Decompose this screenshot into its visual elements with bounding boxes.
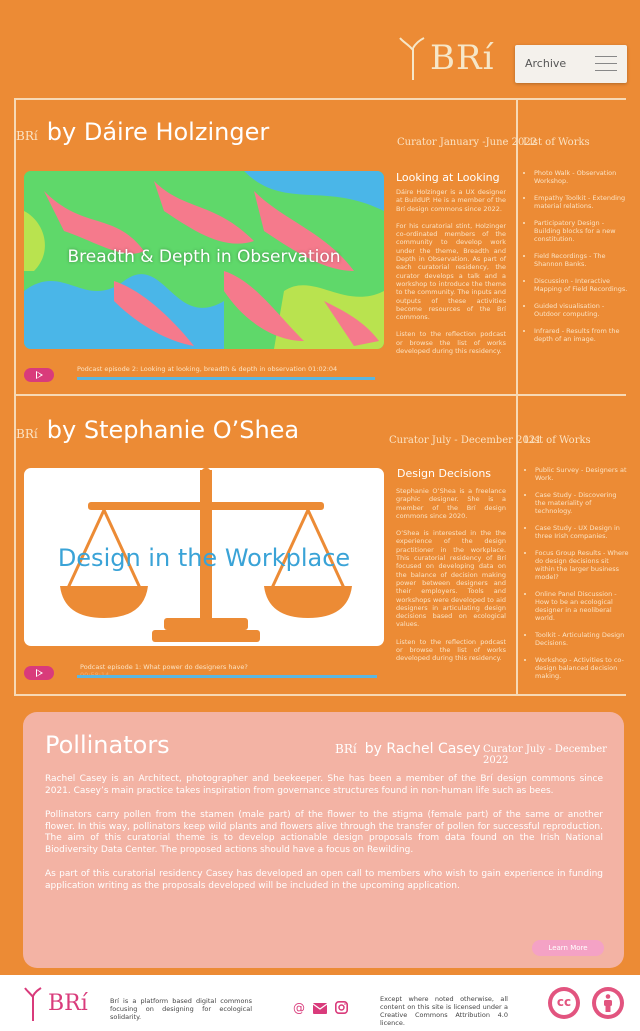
list-of-works-title: List of Works	[523, 137, 590, 148]
description-title: Looking at Looking	[396, 171, 500, 184]
work-item[interactable]: • Empathy Toolkit - Extending material relations.	[534, 194, 628, 210]
work-item[interactable]: • Toolkit - Articulating Design Decisions.	[535, 631, 629, 647]
work-item[interactable]: • Public Survey - Designers at Work.	[535, 466, 629, 482]
curator-dates: Curator July - December 2022	[483, 744, 607, 766]
curator-description	[396, 188, 506, 364]
footer-about: Brí is a platform based digital commons focusing on designing for ecological solidarity.	[110, 997, 252, 1021]
work-item[interactable]: • Case Study - Discovering the materiality of technology.	[535, 491, 629, 515]
archive-menu-button[interactable]	[515, 45, 627, 83]
theme-image[interactable]	[24, 468, 384, 646]
work-item[interactable]: • Photo Walk - Observation Workshop.	[534, 169, 628, 185]
theme-image-title: Breadth & Depth in Observation	[67, 247, 341, 267]
podcast-title: Podcast episode 1: What power do designers have?	[80, 663, 248, 671]
description-paragraph: O’Shea is interested in the the experience of the design practitioner in the workplace. This curatorial residency of Brí focused on developing data on the balance of decision making power between designers and their employers. Tools and workshops were developed to aid designers in articulating design decisions based on ecological values.	[396, 529, 506, 629]
divider	[14, 98, 16, 694]
pollinators-title: Pollinators	[45, 731, 170, 759]
hamburger-icon	[595, 56, 617, 77]
logo-text: BRí	[48, 991, 88, 1016]
person-icon	[601, 994, 615, 1012]
archive-label: Archive	[525, 57, 567, 70]
logo-text: BRí	[430, 38, 495, 78]
podcast-title: Podcast episode 2: Looking at looking, breadth & depth in observation 01:02:04	[77, 365, 338, 373]
creative-commons-icon[interactable]	[548, 987, 580, 1019]
podcast-progress-bar[interactable]	[77, 377, 375, 380]
work-item[interactable]: • Field Recordings - The Shannon Banks.	[534, 252, 628, 268]
license-text: Except where noted otherwise, all content on this site is licensed under a Creative Commons Attribution 4.0 licence.	[380, 995, 508, 1027]
curator-name: by Rachel Casey	[364, 741, 481, 757]
divider	[14, 98, 626, 100]
work-item[interactable]: • Guided visualisation - Outdoor computing.	[534, 302, 628, 318]
play-button[interactable]	[24, 368, 54, 382]
description-paragraph: Pollinators carry pollen from the stamen (male part) of the flower to the stigma (female part) of the same or another flower. In this way, pollinators keep wild plants and flowers alive through the transfer of pollen for successful reproduction. The aim of this curatorial theme is to develop actionable design proposals from data found on the Irish National Biodiversity Data Center. The proposed actions should have a focus on Rewilding.	[45, 810, 603, 855]
footer-logo[interactable]	[24, 985, 88, 1025]
curator-dates: Curator January -June 2022	[397, 137, 538, 148]
work-item[interactable]: • Case Study - UX Design in three Irish companies.	[535, 524, 629, 540]
list-of-works	[525, 466, 629, 689]
work-item[interactable]: • Online Panel Discussion - How to be an ecological designer in a neoliberal world.	[535, 590, 629, 622]
pollinators-card	[23, 712, 624, 968]
cc-label: cc	[556, 995, 572, 1009]
sprout-icon	[398, 34, 428, 80]
learn-more-button[interactable]: Learn More	[532, 940, 604, 956]
list-of-works	[524, 169, 628, 352]
bri-label: BRí	[335, 742, 357, 756]
description-paragraph: Stephanie O’Shea is a freelance graphic designer. She is a member of the Brí design commons since 2020.	[396, 487, 506, 520]
description-paragraph: Listen to the reflection podcast or browse the list of works developed during this residency.	[396, 330, 506, 356]
list-of-works-title: List of Works	[524, 435, 591, 446]
curator-dates: Curator July - December 2021	[389, 435, 542, 446]
bri-label: BRí	[16, 129, 38, 143]
description-paragraph: As part of this curatorial residency Casey has developed an open call to members who wish to gain experience in funding application writing as the proposals developed will be included in the upcoming application.	[45, 869, 603, 891]
instagram-icon[interactable]	[335, 1001, 348, 1014]
footer	[0, 975, 640, 1031]
theme-image[interactable]	[24, 171, 384, 349]
curator-name: by Dáire Holzinger	[46, 118, 270, 146]
header-logo[interactable]	[398, 34, 498, 82]
theme-image-title: Design in the Workplace	[57, 544, 351, 572]
description-title: Design Decisions	[397, 467, 492, 480]
curator-heading	[16, 416, 299, 444]
description-paragraph: Dáire Holzinger is a UX designer at BuildUP. He is a member of the Brí design commons since 2022.	[396, 188, 506, 213]
curator-heading	[16, 118, 269, 146]
description-paragraph: For his curatorial stint, Holzinger co-ordinated members of the community to develop work under the theme, Breadth and Depth in Observation. As part of each curatorial residency, the curator develops a talk and a workshop to introduce the theme to the community. The inputs and outputs of these activities become resources of the Brí commons.	[396, 221, 506, 322]
work-item[interactable]: • Infrared - Results from the depth of an image.	[534, 327, 628, 343]
bri-label: BRí	[16, 427, 38, 441]
play-button[interactable]	[24, 666, 54, 680]
work-item[interactable]: • Focus Group Results - Where do design decisions sit within the larger business model?	[535, 549, 629, 581]
attribution-icon[interactable]	[592, 987, 624, 1019]
work-item[interactable]: • Workshop - Activities to co-design balanced decision making.	[535, 656, 629, 680]
divider	[14, 694, 626, 696]
description-paragraph: Rachel Casey is an Architect, photographer and beekeeper. She has been a member of the Brí design commons since 2021. Casey’s main practice takes inspiration from governance structures found in non-human life such as bees.	[45, 774, 603, 796]
divider	[14, 394, 626, 396]
pollinators-description	[45, 774, 603, 905]
email-at-icon[interactable]: @	[293, 1001, 305, 1015]
work-item[interactable]: • Discussion - Interactive Mapping of Field Recordings.	[534, 277, 628, 293]
work-item[interactable]: • Participatory Design - Building blocks for a new constitution.	[534, 219, 628, 243]
envelope-icon[interactable]	[313, 1003, 327, 1014]
curator-heading	[335, 738, 481, 757]
sprout-icon	[24, 985, 42, 1021]
curator-description	[396, 487, 506, 672]
podcast-progress-bar[interactable]	[77, 675, 377, 678]
description-paragraph: Listen to the reflection podcast or browse the list of works developed during this residency.	[396, 637, 506, 663]
curator-name: by Stephanie O’Shea	[46, 416, 300, 444]
